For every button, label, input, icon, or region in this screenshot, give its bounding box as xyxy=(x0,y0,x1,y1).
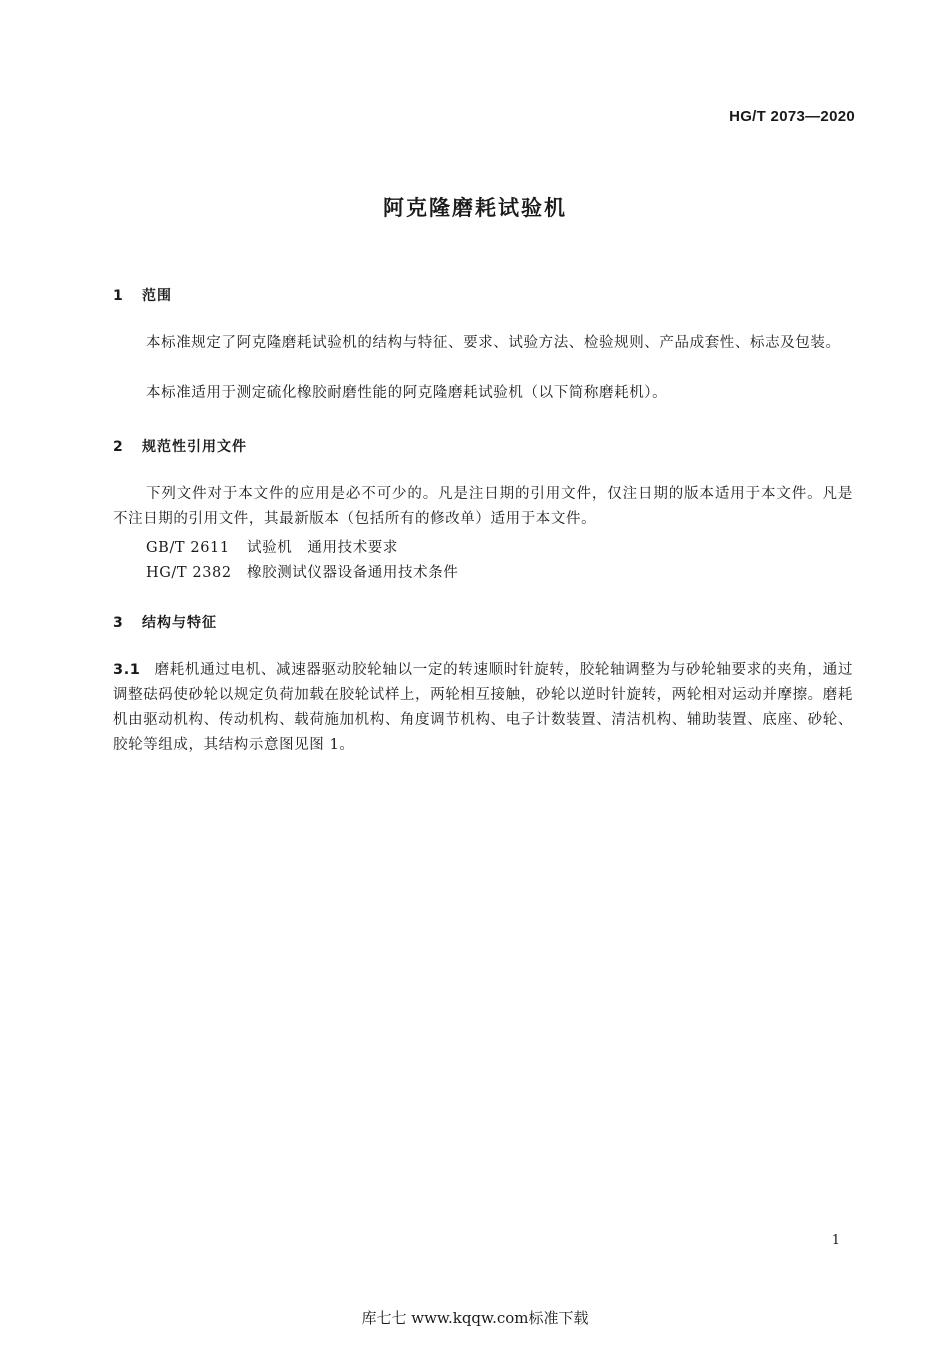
section-title: 结构与特征 xyxy=(142,615,217,631)
section-1-heading xyxy=(113,285,172,305)
watermark-text: 库七七 www.kqqw.com标准下载 xyxy=(361,1309,589,1327)
section-number: 1 xyxy=(113,288,124,304)
clause-number: 3.1 xyxy=(113,662,141,678)
document-title: 阿克隆磨耗试验机 xyxy=(383,196,567,220)
section-number: 3 xyxy=(113,615,124,631)
section-2-heading xyxy=(113,436,247,456)
page-number: 1 xyxy=(831,1233,840,1248)
reference-code: HG/T 2382 xyxy=(146,565,232,581)
clause-text: 磨耗机通过电机、减速器驱动胶轮轴以一定的转速顺时针旋转，胶轮轴调整为与砂轮轴要求的夹角，通过调整砝码使砂轮以规定负荷加载在胶轮试样上，两轮相互接触，砂轮以逆时针旋转，两轮相对运动并摩擦。磨耗机由驱动机构、传动机构、载荷施加机构、角度调节机构、电子计数装置、清洁机构、辅助装置、底座、砂轮、胶轮等组成，其结构示意图见图 1。 xyxy=(113,662,853,753)
clause-3-1 xyxy=(113,658,853,758)
reference-item xyxy=(146,536,398,557)
section-2-paragraph-1: 下列文件对于本文件的应用是必不可少的。凡是注日期的引用文件，仅注日期的版本适用于本文件。凡是不注日期的引用文件，其最新版本（包括所有的修改单）适用于本文件。 xyxy=(113,486,853,527)
section-3-heading xyxy=(113,612,217,632)
reference-item xyxy=(146,561,458,582)
reference-title: 橡胶测试仪器设备通用技术条件 xyxy=(247,565,459,581)
section-title: 范围 xyxy=(142,288,172,304)
reference-title: 试验机 通用技术要求 xyxy=(247,540,398,556)
section-1-paragraph-2: 本标准适用于测定硫化橡胶耐磨性能的阿克隆磨耗试验机（以下简称磨耗机）。 xyxy=(146,385,668,401)
reference-code: GB/T 2611 xyxy=(146,540,230,556)
section-title: 规范性引用文件 xyxy=(142,439,247,455)
section-1-paragraph-1: 本标准规定了阿克隆磨耗试验机的结构与特征、要求、试验方法、检验规则、产品成套性、标志及包装。 xyxy=(146,335,841,351)
standard-code: HG/T 2073—2020 xyxy=(729,108,855,125)
section-number: 2 xyxy=(113,439,124,455)
